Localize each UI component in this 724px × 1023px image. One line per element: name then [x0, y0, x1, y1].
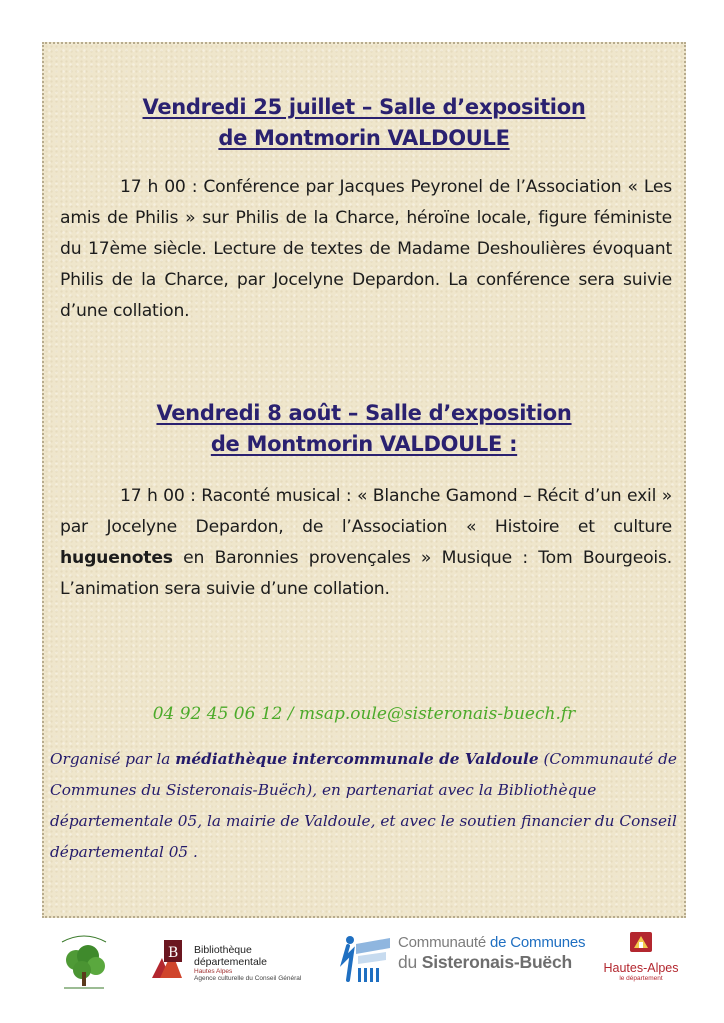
bibliotheque-text — [194, 944, 325, 982]
event-1-title-line2: de Montmorin VALDOULE — [218, 126, 510, 150]
commune-valdoule-logo — [56, 928, 112, 998]
ccsb-line2-a: du — [398, 952, 422, 972]
bd-line3: Agence culturelle du Conseil Général — [194, 975, 302, 982]
contact-line[interactable]: 04 92 45 06 12 / msap.oule@sisteronais-buech.fr — [152, 704, 576, 724]
organizer-prefix: Organisé par la — [50, 750, 176, 768]
event-2-text-before: Raconté musical : « Blanche Gamond – Récit d’un exil » par Jocelyne Depardon, de l’Association « Histoire et culture — [60, 486, 673, 537]
event-card — [42, 42, 686, 918]
ha-sub: le département — [619, 975, 663, 982]
bibliotheque-departementale-logo — [150, 938, 325, 986]
bd-line2: Hautes Alpes — [194, 968, 233, 975]
tree-icon — [56, 928, 112, 998]
organizer-rest: (Communauté de Communes du Sisteronais-Buëch), en partenariat avec la Bibliothèque départementale 05, la mairie de Valdoule, et avec le soutien financier du Conseil départemental 05 . — [50, 750, 677, 861]
communaute-communes-logo — [338, 930, 598, 990]
svg-text:B: B — [168, 945, 179, 961]
event-2-time: 17 h 00 : — [120, 486, 196, 506]
event-2-title-line1: Vendredi 8 août – Salle d’exposition — [156, 401, 572, 425]
ccsb-line2-b: Sisteronais-Buëch — [421, 952, 572, 972]
bd-line1: Bibliothèque départementale — [194, 944, 267, 968]
ccsb-line1-a: Communauté — [398, 934, 487, 951]
hautes-alpes-crest-icon — [628, 930, 654, 954]
event-2-text-after: en Baronnies provençales » Musique : Tom Bourgeois. L’animation sera suivie d’une collation. — [60, 548, 672, 599]
organizer-text — [50, 744, 678, 868]
partner-logos — [0, 918, 724, 1023]
ccsb-text — [398, 934, 585, 973]
event-1-text: Conférence par Jacques Peyronel de l’Association « Les amis de Philis » sur Philis de la Charce, héroïne locale, figure féministe du 17ème siècle. Lecture de textes de Madame Deshoulières évoquant Philis de la Charce, par Jocelyne Depardon. La conférence sera suivie d’une collation. — [60, 177, 673, 321]
event-1-time: 17 h 00 : — [120, 177, 198, 197]
ha-name: Hautes-Alpes — [603, 961, 679, 975]
event-2-title — [44, 398, 684, 460]
event-2-text-bold: huguenotes — [60, 548, 173, 568]
event-1-title — [44, 92, 684, 154]
event-1-title-line1: Vendredi 25 juillet – Salle d’exposition — [142, 95, 586, 119]
ccsb-line1-b: de Communes — [486, 934, 586, 951]
hautes-alpes-logo — [598, 930, 684, 990]
event-2-description — [60, 481, 672, 605]
book-b-icon — [150, 938, 192, 982]
organizer-bold: médiathèque intercommunale de Valdoule — [175, 750, 539, 768]
ccsb-line2 — [398, 952, 585, 973]
event-1-description — [60, 172, 672, 327]
ccsb-emblem-icon — [338, 930, 394, 986]
event-2-title-line2: de Montmorin VALDOULE : — [210, 432, 518, 456]
ccsb-line1 — [398, 934, 585, 951]
